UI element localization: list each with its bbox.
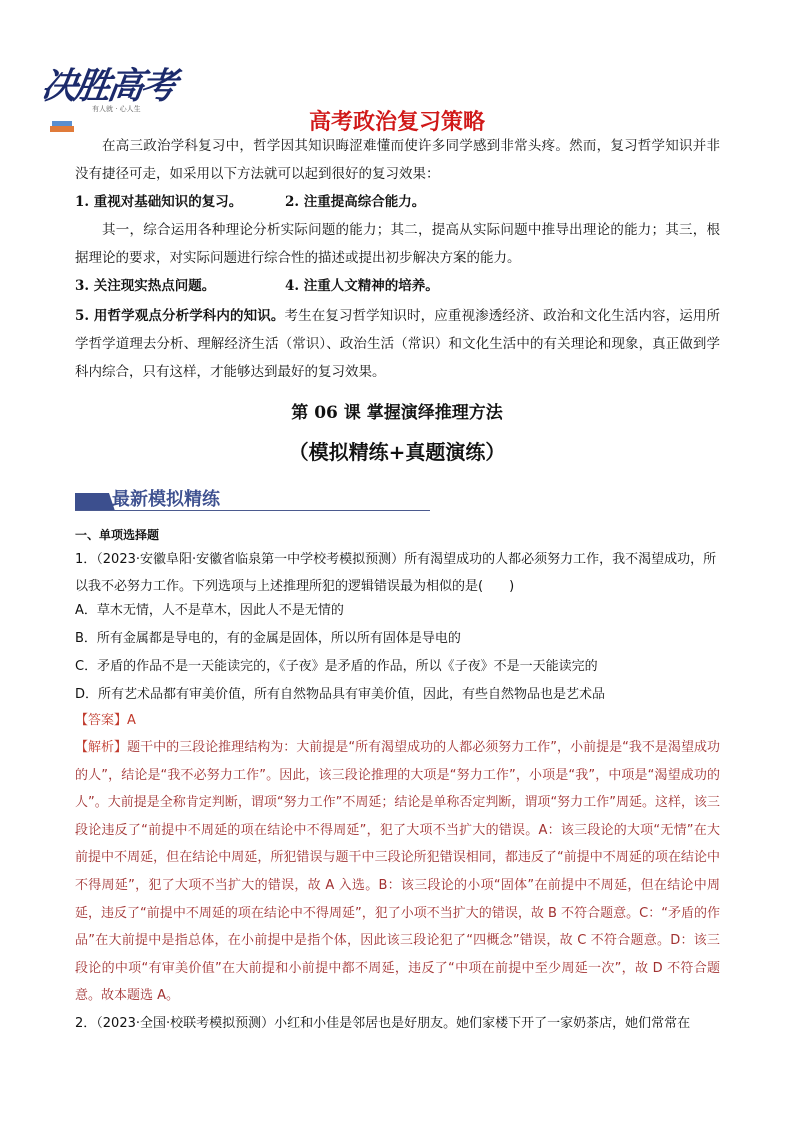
tip-3: 3. 关注现实热点问题。 [75,278,216,294]
page-title: 高考政治复习策略 [308,110,485,135]
question-1-answer [75,707,720,734]
answer-value: A [127,713,136,728]
question-2-stem: 2．（2023·全国·校联考模拟预测）小红和小佳是邻居也是好朋友。她们家楼下开了一家奶茶店，她们常常在 [75,1016,691,1031]
question-1-option-c: C．矛盾的作品不是一天能读完的，《子夜》是矛盾的作品，所以《子夜》不是一天能读完的 [75,659,598,674]
question-1-option-b: B．所有金属都是导电的，有的金属是固体，所以所有固体是导电的 [75,631,461,646]
tip-2-detail: 其一，综合运用各种理论分析实际问题的能力；其二，提高从实际问题中推导出理论的能力；其三，根据理论的要求，对实际问题进行综合性的描述或提出初步解决方案的能力。 [75,222,720,266]
section-heading: 一、单项选择题 [75,528,160,542]
tip-2: 2. 注重提高综合能力。 [285,194,426,210]
question-1-analysis [75,734,720,1010]
tip-5 [75,302,720,386]
tip-5-detail: 考生在复习哲学知识时，应重视渗透经济、政治和文化生活内容，运用所学哲学道理去分析、理解经济生活（常识）、政治生活（常识）和文化生活中的有关理论和现象，真正做到学科内综合，只有这样，才能够达到最好的复习效果。 [75,308,721,380]
tip-4: 4. 注重人文精神的培养。 [285,278,439,294]
question-1-option-d: D．所有艺术品都有审美价值，所有自然物品具有审美价值，因此，有些自然物品也是艺术品 [75,687,606,702]
question-1-option-a: A．草木无情，人不是草木，因此人不是无情的 [75,603,344,618]
tip-5-title: 5. 用哲学观点分析学科内的知识。 [75,308,285,324]
question-1-stem: 1．（2023·安徽阜阳·安徽省临泉第一中学校考模拟预测）所有渴望成功的人都必须努力工作，我不渴望成功，所以我不必努力工作。下列选项与上述推理所犯的逻辑错误最为相似的是( ) [75,552,717,594]
logo-subtitle: 有人就 · 心人生 [92,105,141,113]
answer-label: 【答案】 [75,713,128,728]
analysis-text: 题干中的三段论推理结构为：大前提是“所有渴望成功的人都必须努力工作”，小前提是“我不是渴望成功的人”，结论是“我不必努力工作”。因此，该三段论推理的大项是“努力工作”，小项是“我”，中项是“渴望成功的人”。大前提是全称肯定判断，谓项“努力工作”不周延；结论是单称否定判断，谓项“努力工作”周延。这样，该三段论违反了“前提中不周延的项在结论中不得周延”，犯了大项不当扩大的错误。A：该三段论的大项“无情”在大前提中不周延，但在结论中周延，所犯错误与题干中三段论所犯错误相同，都违反了“前提中不周延的项在结论中不得周延”，犯了大项不当扩大的错误，故 A 入选。B：该三段论的小项“固体”在前提中不周延，但在结论中周延，违反了“前提中不周延的项在结论中不得周延”，犯了小项不当扩大的错误，故 B 不符合题意。C：“矛盾的作品”在大前提中是指总体，在小前提中是指个体，因此该三段论犯了“四概念”错误，故 C 不符合题意。D：该三段论的中项“有审美价值”在大前提和小前提中都不周延，违反了“中项在前提中至少周延一次”，故 D 不符合题意。故本题选 A。 [75,740,720,1004]
analysis-label: 【解析】 [75,740,128,755]
logo: 决胜高考 [38,66,177,107]
lesson-title: 第 06 课 掌握演绎推理方法 [291,403,503,423]
section-banner: 最新模拟精练 [112,489,220,510]
lesson-subtitle: （模拟精练+真题演练） [288,440,506,464]
tip-1: 1. 重视对基础知识的复习。 [75,194,243,210]
intro-paragraph: 在高三政治学科复习中，哲学因其知识晦涩难懂而使许多同学感到非常头疼。然而，复习哲学知识并非没有捷径可走，如采用以下方法就可以起到很好的复习效果： [75,138,720,182]
